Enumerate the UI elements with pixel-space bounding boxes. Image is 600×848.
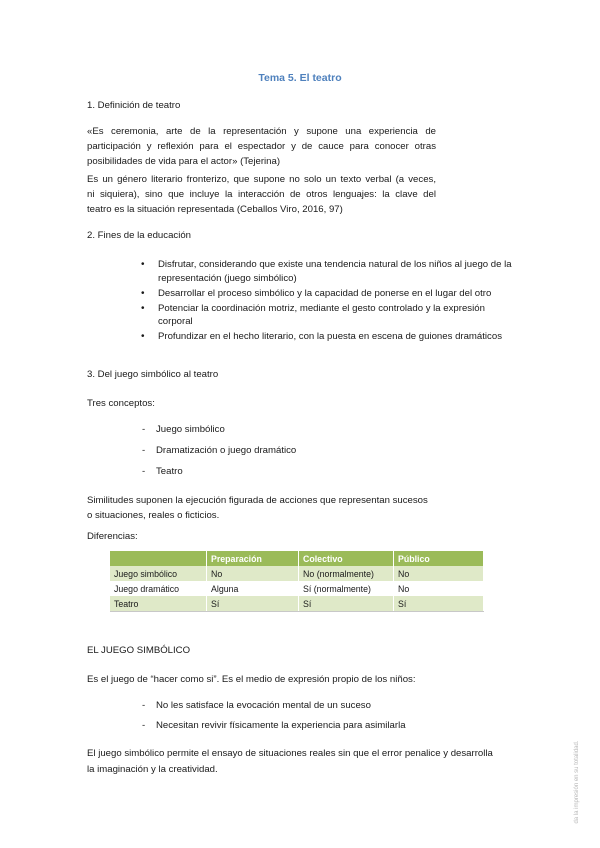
concepts-intro: Tres conceptos: [87,398,155,409]
table-row [110,581,484,596]
table-row [110,596,484,612]
concept-item: - Juego simbólico [142,424,296,445]
table-cell: No [394,566,484,581]
table-cell: Juego simbólico [110,566,207,581]
table-cell: Sí (normalmente) [299,581,394,596]
definition-line-1: Es un género literario fronterizo, que supone no solo un texto verbal (a veces, [87,174,436,185]
education-goals-list [136,258,516,345]
symbolic-point: - No les satisface la evocación mental de un suceso [142,700,406,720]
section3-heading: 3. Del juego simbólico al teatro [87,369,219,380]
table-header-cell: Público [394,551,484,566]
table-cell: Sí [207,596,299,612]
table-cell: Juego dramático [110,581,207,596]
table-cell: Alguna [207,581,299,596]
goal-item: • Desarrollar el proceso simbólico y la capacidad de ponerse en el lugar del otro [136,287,516,301]
quote-line-2: participación y reflexión para el espectador y de cauce para conocer otras [87,141,436,152]
similarities-line-1: Similitudes suponen la ejecución figurada de acciones que representan sucesos [87,495,428,506]
section2-heading: 2. Fines de la educación [87,230,191,241]
symbolic-heading: EL JUEGO SIMBÓLICO [87,645,191,656]
differences-table [110,551,484,612]
concept-item: - Dramatización o juego dramático [142,445,296,466]
definition-line-2: ni siquiera), sino que incluye la interacción de otros lenguajes: la clave del [87,189,436,200]
closing-line-1: El juego simbólico permite el ensayo de situaciones reales sin que el error penalice y desarrolla [87,748,493,759]
table-cell: Sí [394,596,484,612]
table-row [110,566,484,581]
symbolic-definition: Es el juego de “hacer como si”. Es el medio de expresión propio de los niños: [87,674,416,685]
similarities-line-2: o situaciones, reales o ficticios. [87,510,220,521]
goal-item: • Profundizar en el hecho literario, con la puesta en escena de guiones dramáticos [136,330,516,344]
quote-line-1: «Es ceremonia, arte de la representación y supone una experiencia de [87,126,436,137]
table-cell: Teatro [110,596,207,612]
concept-item: - Teatro [142,466,296,487]
table-cell: No (normalmente) [299,566,394,581]
symbolic-point: - Necesitan revivir físicamente la experiencia para asimilarla [142,720,406,740]
closing-line-2: la imaginación y la creatividad. [87,764,218,775]
table-header-cell: Preparación [207,551,299,566]
goal-item: • Potenciar la coordinación motriz, mediante el gesto controlado y la expresión corporal [136,302,516,329]
table-cell: No [394,581,484,596]
table-header-row [110,551,484,566]
side-watermark-text: da la impresión en su totalidad. [574,740,580,824]
table-cell: Sí [299,596,394,612]
side-watermark [570,730,582,840]
goal-item: • Disfrutar, considerando que existe una tendencia natural de los niños al juego de la representación (juego simbólico) [136,258,516,285]
definition-line-3: teatro es la situación representada (Ceballos Viro, 2016, 97) [87,204,343,215]
section1-heading: 1. Definición de teatro [87,100,181,111]
quote-line-3: posibilidades de vida para el actor» (Tejerina) [87,156,281,167]
concepts-list [142,424,296,487]
table-header-cell [110,551,207,566]
table-header-cell: Colectivo [299,551,394,566]
symbolic-points-list [142,700,406,740]
table-cell: No [207,566,299,581]
page-title: Tema 5. El teatro [258,72,342,84]
differences-label: Diferencias: [87,531,138,542]
